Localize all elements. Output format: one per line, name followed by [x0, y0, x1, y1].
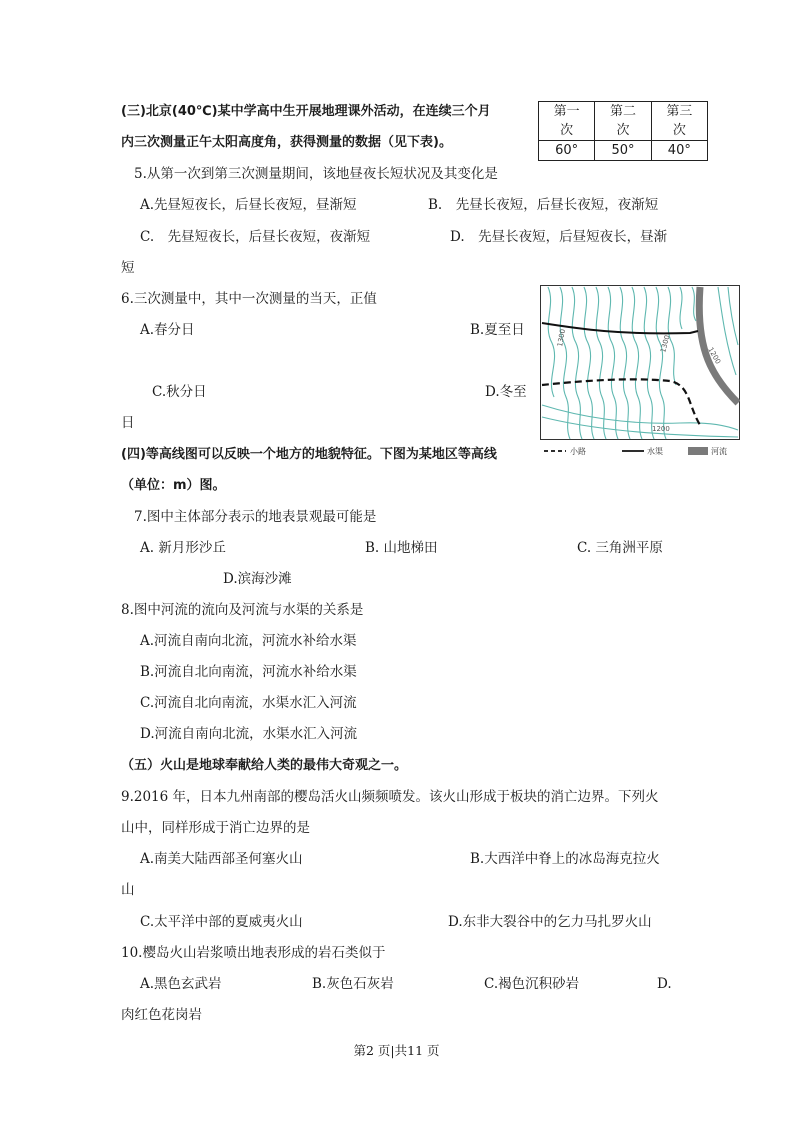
q8-option-a: A.河流自南向北流，河流水补给水渠	[140, 633, 357, 649]
contour-label-1300-a: 1300	[556, 328, 568, 348]
q10-stem: 10.樱岛火山岩浆喷出地表形成的岩石类似于	[121, 945, 386, 961]
contour-label-1200-river: 1200	[706, 346, 723, 366]
q8-option-c: C.河流自北向南流，水渠水汇入河流	[140, 695, 357, 711]
q10-option-c: C.褐色沉积砂岩	[484, 976, 580, 992]
legend-canal-label: 水渠	[647, 447, 663, 456]
table-row	[539, 141, 708, 161]
q9-stem-line1: 9.2016 年，日本九州南部的樱岛活火山频频喷发。该火山形成于板块的消亡边界。下列火	[121, 789, 659, 805]
q7-option-d: D.滨海沙滩	[223, 571, 292, 587]
contour-map	[540, 285, 740, 460]
q7-option-b: B. 山地梯田	[365, 540, 438, 556]
q5-option-d-continued: 短	[121, 260, 135, 276]
q6-stem: 6.三次测量中，其中一次测量的当天，正值	[121, 291, 377, 307]
q10-option-d-continued: 肉红色花岗岩	[121, 1007, 202, 1023]
legend-river-symbol	[688, 447, 708, 455]
section5-title: （五）火山是地球奉献给人类的最伟大奇观之一。	[121, 758, 408, 773]
q6-option-d-continued: 日	[121, 415, 135, 431]
q6-option-b: B.夏至日	[470, 322, 525, 338]
q6-option-d: D.冬至	[485, 384, 527, 400]
table-cell: 40°	[651, 141, 707, 161]
contour-label-1200: 1200	[652, 425, 670, 433]
section4-title-line2: （单位：m）图。	[121, 478, 226, 493]
q5-option-d: D. 先昼长夜短，后昼短夜长，昼渐	[450, 229, 668, 245]
table-header-cell: 第一 次	[539, 102, 595, 141]
table-cell: 50°	[595, 141, 651, 161]
page-footer: 第2 页|共11 页	[353, 1043, 440, 1058]
q9-option-d: D.东非大裂谷中的乞力马扎罗火山	[448, 914, 652, 930]
table-header-cell: 第二 次	[595, 102, 651, 141]
q5-option-a: A.先昼短夜长，后昼长夜短，昼渐短	[140, 197, 357, 213]
q8-option-b: B.河流自北向南流，河流水补给水渠	[140, 664, 357, 680]
q9-stem-line2: 山中，同样形成于消亡边界的是	[121, 820, 310, 836]
q7-option-a: A. 新月形沙丘	[140, 540, 226, 556]
legend-river-label: 河流	[711, 447, 727, 456]
q8-option-d: D.河流自南向北流，水渠水汇入河流	[140, 726, 358, 742]
map-legend	[544, 446, 727, 456]
q9-option-a: A.南美大陆西部圣何塞火山	[140, 851, 303, 867]
q9-option-b-continued: 山	[121, 882, 135, 898]
q5-option-b: B. 先昼长夜短，后昼长夜短，夜渐短	[428, 197, 659, 213]
table-header-cell: 第三 次	[651, 102, 707, 141]
q6-option-c: C.秋分日	[152, 384, 207, 400]
q8-stem: 8.图中河流的流向及河流与水渠的关系是	[121, 602, 364, 618]
q9-option-c: C.太平洋中部的夏威夷火山	[140, 914, 303, 930]
q9-option-b: B.大西洋中脊上的冰岛海克拉火	[470, 851, 660, 867]
q10-option-a: A.黑色玄武岩	[140, 976, 222, 992]
q7-stem: 7.图中主体部分表示的地表景观最可能是	[134, 509, 377, 525]
q10-option-b: B.灰色石灰岩	[312, 976, 394, 992]
measurement-table	[538, 101, 708, 161]
contour-label-1300-b: 1300	[659, 334, 672, 354]
table-cell: 60°	[539, 141, 595, 161]
section3-title-line1: (三)北京(40℃)某中学高中生开展地理课外活动，在连续三个月	[121, 104, 491, 119]
q10-option-d: D.	[657, 976, 672, 992]
section4-title-line1: (四)等高线图可以反映一个地方的地貌特征。下图为某地区等高线	[121, 447, 497, 462]
q5-option-c: C. 先昼短夜长，后昼长夜短，夜渐短	[140, 229, 371, 245]
section3-title-line2: 内三次测量正午太阳高度角，获得测量的数据（见下表)。	[121, 135, 452, 150]
q5-stem: 5.从第一次到第三次测量期间，该地昼夜长短状况及其变化是	[134, 166, 498, 182]
legend-path-label: 小路	[570, 447, 586, 456]
q7-option-c: C. 三角洲平原	[577, 540, 663, 556]
table-row	[539, 102, 708, 141]
q6-option-a: A.春分日	[140, 322, 195, 338]
